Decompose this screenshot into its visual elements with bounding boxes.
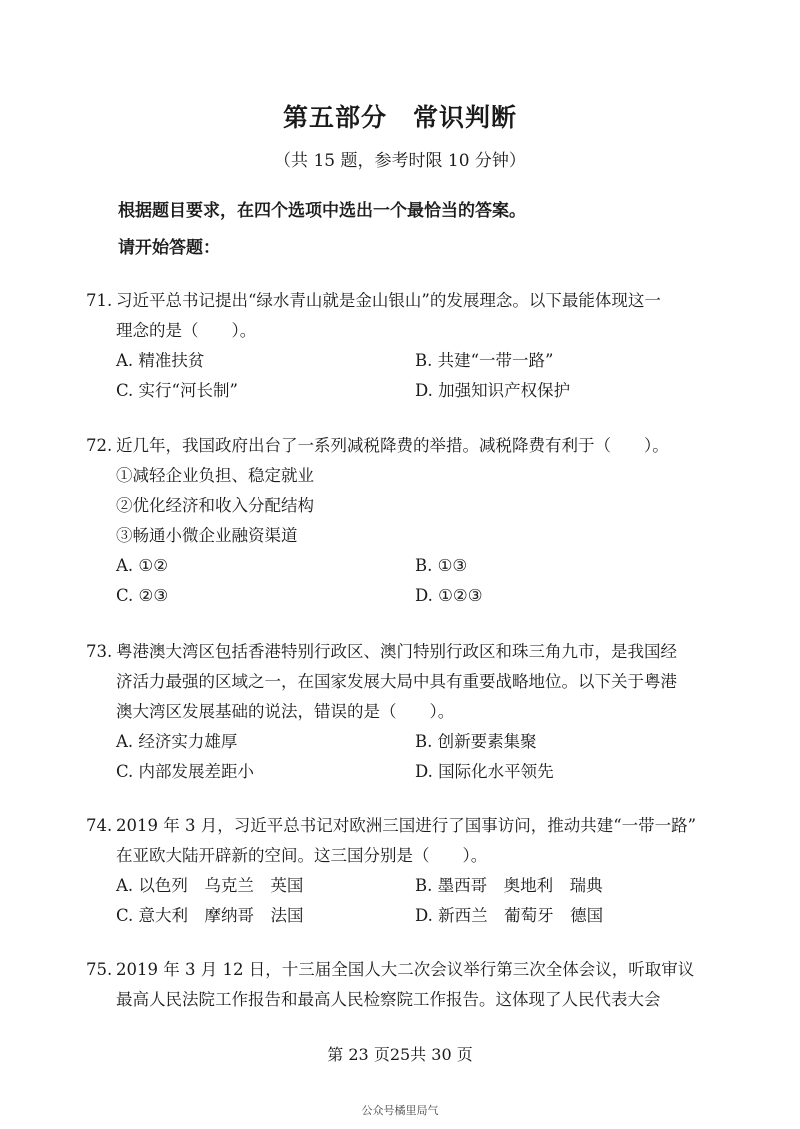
statement-3: ③畅通小微企业融资渠道: [116, 526, 298, 545]
question-number: 73.: [86, 642, 113, 661]
question-71: [86, 286, 726, 406]
option-d[interactable]: D. 加强知识产权保护: [415, 381, 571, 400]
option-a[interactable]: A. ①②: [116, 556, 168, 575]
option-d[interactable]: D. 新西兰 葡萄牙 德国: [415, 906, 604, 925]
question-number: 72.: [86, 436, 113, 455]
instruction-start: 请开始答题：: [118, 238, 220, 258]
question-stem: 2019 年 3 月 12 日，十三届全国人大二次会议举行第三次全体会议，听取审议: [116, 960, 695, 979]
option-c[interactable]: C. 内部发展差距小: [116, 762, 255, 781]
statement-2: ②优化经济和收入分配结构: [116, 496, 314, 515]
question-74: [86, 811, 726, 931]
question-75: [86, 955, 726, 1015]
option-d[interactable]: D. ①②③: [415, 586, 483, 605]
question-stem: 最高人民法院工作报告和最高人民检察院工作报告。这体现了人民代表大会: [116, 990, 661, 1009]
question-stem: 澳大湾区发展基础的说法，错误的是（ ）。: [116, 702, 455, 721]
question-number: 71.: [86, 291, 113, 310]
statement-1: ①减轻企业负担、稳定就业: [116, 466, 314, 485]
option-c[interactable]: C. ②③: [116, 586, 169, 605]
instruction-line: 根据题目要求，在四个选项中选出一个最恰当的答案。: [118, 201, 526, 221]
option-a[interactable]: A. 精准扶贫: [116, 351, 205, 370]
question-stem: 近几年，我国政府出台了一系列减税降费的举措。减税降费有利于（ ）。: [116, 436, 669, 455]
question-number: 74.: [86, 816, 113, 835]
option-b[interactable]: B. 墨西哥 奥地利 瑞典: [415, 876, 603, 895]
question-number: 75.: [86, 960, 113, 979]
question-stem: 济活力最强的区域之一，在国家发展大局中具有重要战略地位。以下关于粤港: [116, 672, 677, 691]
option-a[interactable]: A. 以色列 乌克兰 英国: [116, 876, 304, 895]
question-72: [86, 431, 726, 611]
question-stem: 理念的是（ ）。: [116, 321, 257, 340]
section-subtitle: （共 15 题，参考时限 10 分钟）: [274, 151, 526, 171]
question-stem: 2019 年 3 月，习近平总书记对欧洲三国进行了国事访问，推动共建“一带一路”: [116, 816, 697, 835]
page-number: 第 23 页25共 30 页: [327, 1045, 473, 1064]
option-a[interactable]: A. 经济实力雄厚: [116, 732, 238, 751]
option-c[interactable]: C. 意大利 摩纳哥 法国: [116, 906, 304, 925]
option-b[interactable]: B. ①③: [415, 556, 468, 575]
watermark: 公众号橘里局气: [361, 1104, 439, 1117]
question-stem: 粤港澳大湾区包括香港特别行政区、澳门特别行政区和珠三角九市，是我国经: [116, 642, 677, 661]
option-c[interactable]: C. 实行“河长制”: [116, 381, 238, 400]
option-d[interactable]: D. 国际化水平领先: [415, 762, 554, 781]
question-stem: 习近平总书记提出“绿水青山就是金山银山”的发展理念。以下最能体现这一: [116, 291, 661, 310]
section-title: 第五部分 常识判断: [282, 103, 517, 132]
option-b[interactable]: B. 创新要素集聚: [415, 732, 537, 751]
question-stem: 在亚欧大陆开辟新的空间。这三国分别是（ ）。: [116, 846, 488, 865]
option-b[interactable]: B. 共建“一带一路”: [415, 351, 554, 370]
question-73: [86, 637, 726, 787]
